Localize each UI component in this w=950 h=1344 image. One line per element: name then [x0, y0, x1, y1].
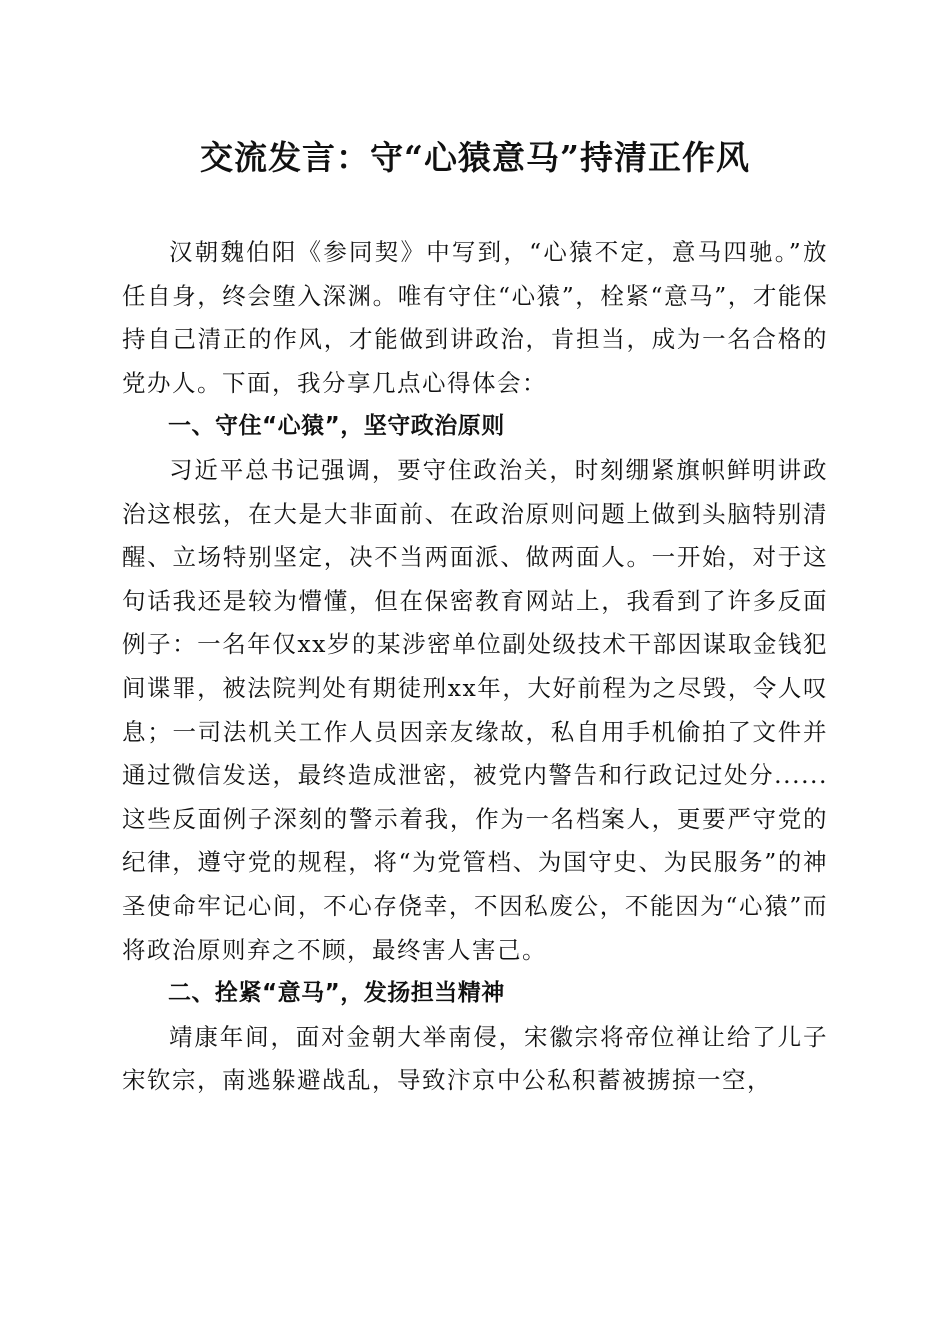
intro-paragraph: 汉朝魏伯阳《参同契》中写到，“心猿不定，意马四驰。”放任自身，终会堕入深渊。唯有守住“心猿”，栓紧“意马”，才能保持自己清正的作风，才能做到讲政治，肯担当，成为一名合格的党办人。下面，我分享几点心得体会： — [122, 238, 828, 397]
document-body — [122, 231, 828, 1103]
section-paragraph-1: 习近平总书记强调，要守住政治关，时刻绷紧旗帜鲜明讲政治这根弦，在大是大非面前、在政治原则问题上做到头脑特别清醒、立场特别坚定，决不当两面派、做两面人。一开始，对于这句话我还是较为懵懂，但在保密教育网站上，我看到了许多反面例子：一名年仅xx岁的某涉密单位副处级技术干部因谋取金钱犯间谍罪，被法院判处有期徒刑xx年，大好前程为之尽毁，令人叹息；一司法机关工作人员因亲友缘故，私自用手机偷拍了文件并通过微信发送，最终造成泄密，被党内警告和行政记过处分......这些反面例子深刻的警示着我，作为一名档案人，更要严守党的纪律，遵守党的规程，将“为党管档、为国守史、为民服务”的神圣使命牢记心间，不心存侥幸，不因私废公，不能因为“心猿”而将政治原则弃之不顾，最终害人害己。 — [122, 455, 828, 964]
section-heading-2: 二、拴紧“意马”，发扬担当精神 — [168, 980, 505, 1007]
section-heading-1: 一、守住“心猿”，坚守政治原则 — [168, 413, 505, 440]
document-title: 交流发言：守“心猿意马”持清正作风 — [200, 138, 750, 177]
section-paragraph-2: 靖康年间，面对金朝大举南侵，宋徽宗将帝位禅让给了儿子宋钦宗，南逃躲避战乱，导致汴京中公私积蓄被掳掠一空， — [122, 1022, 828, 1095]
